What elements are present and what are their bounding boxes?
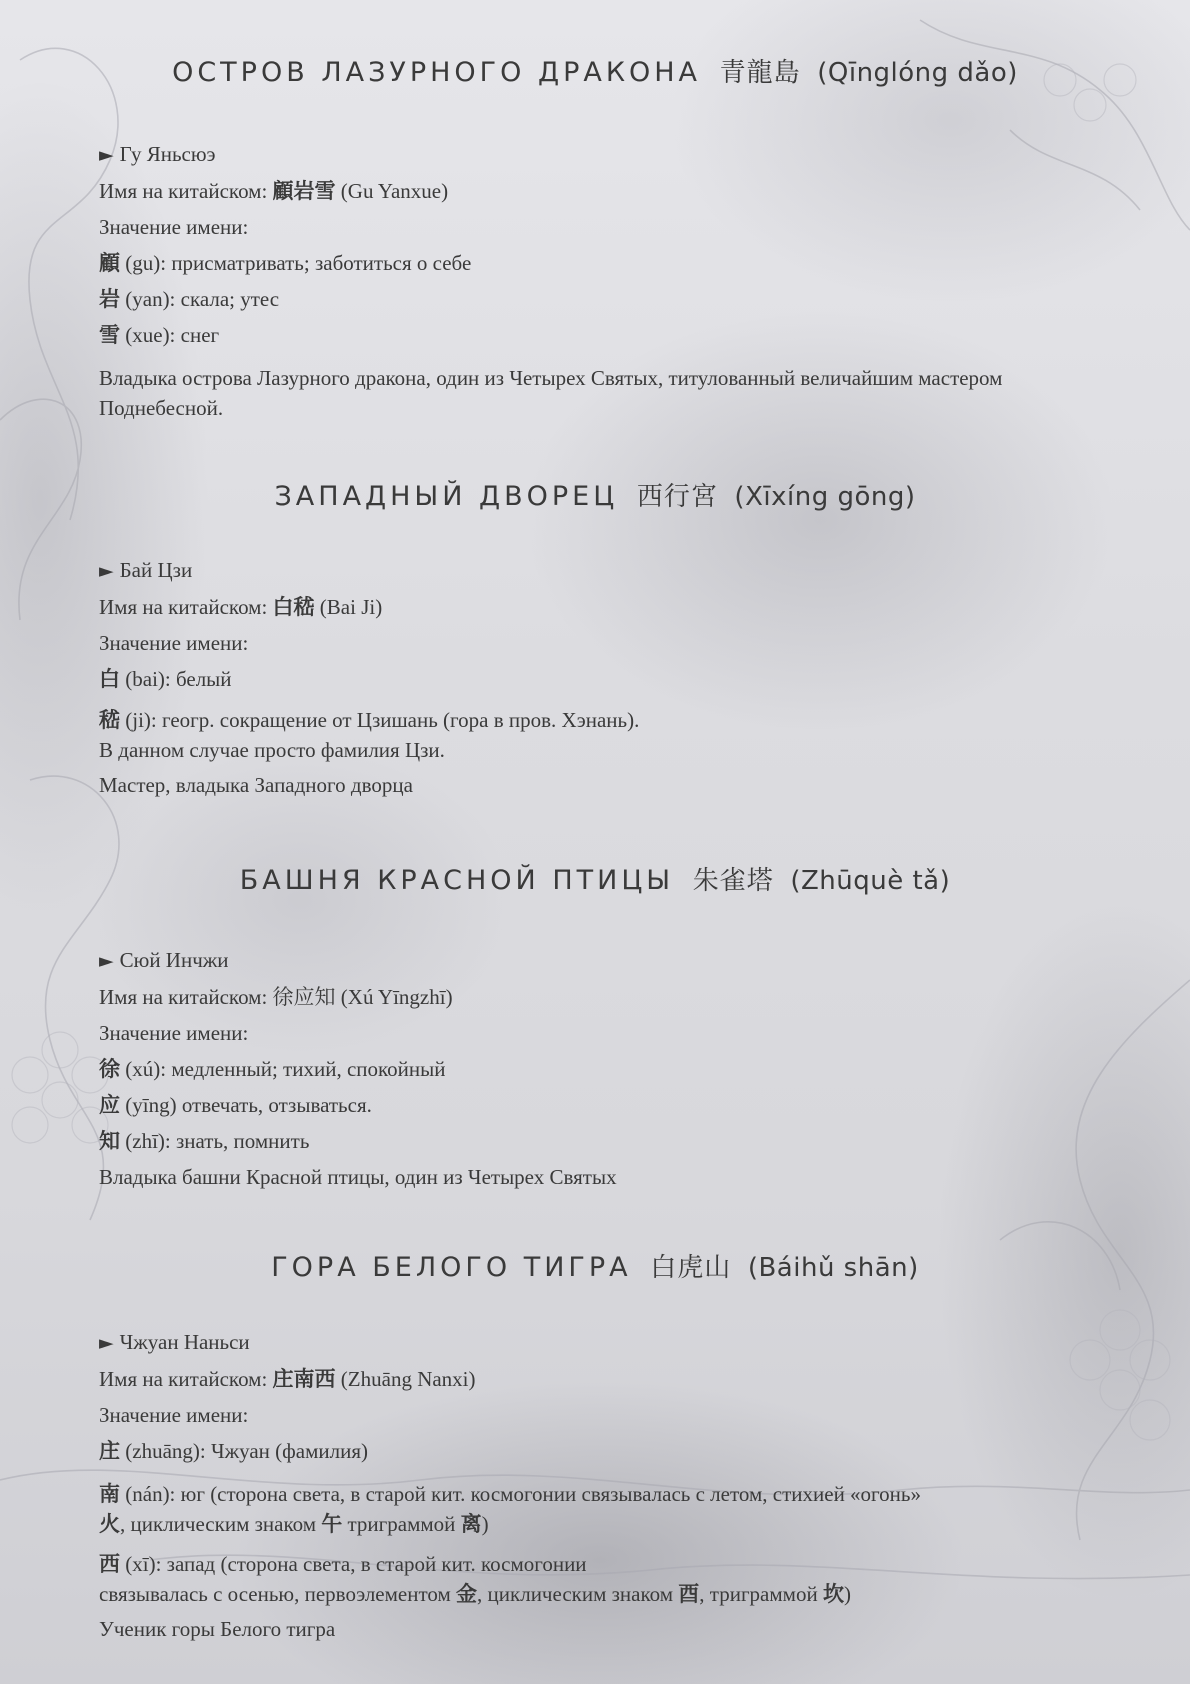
char-meaning: 庄 (zhuāng): Чжуан (фамилия) xyxy=(99,1439,368,1463)
char-meaning-extended: 南 (nán): юг (сторона света, в старой кит. космогонии связывалась с летом, стихией «огонь» 火, циклическим знаком 午 триграммой 离) xyxy=(99,1482,921,1536)
chinese-name-line: Имя на китайском: 顧岩雪 (Gu Yanxue) xyxy=(99,179,449,203)
triangle-bullet-icon: ► xyxy=(99,1332,114,1354)
chinese-name-line: Имя на китайском: 白嵇 (Bai Ji) xyxy=(99,595,383,619)
char-meaning: 知 (zhī): знать, помнить xyxy=(99,1129,310,1153)
char-meaning: 应 (yīng) отвечать, отзываться. xyxy=(99,1093,372,1117)
triangle-bullet-icon: ► xyxy=(99,950,114,972)
character-entry xyxy=(99,136,1099,423)
person-name: ► Сюй Инчжи xyxy=(99,948,229,972)
char-meaning-extended: 西 (xī): запад (сторона света, в старой кит. космогонии связывалась с осенью, первоэлементом 金, циклическим знаком 酉, триграммой 坎) xyxy=(99,1552,851,1606)
meaning-label: Значение имени: xyxy=(99,1021,249,1045)
char-meaning: 雪 (xue): снег xyxy=(99,323,220,347)
section-heading xyxy=(0,860,1190,897)
meaning-label: Значение имени: xyxy=(99,215,249,239)
chinese-name-line: Имя на китайском: 庄南西 (Zhuāng Nanxi) xyxy=(99,1367,476,1391)
character-description: Ученик горы Белого тигра xyxy=(99,1617,336,1641)
character-description: Мастер, владыка Западного дворца xyxy=(99,773,413,797)
character-entry xyxy=(99,942,1099,1195)
character-entry xyxy=(99,552,1099,803)
heading-pinyin: (Zhūquè tǎ) xyxy=(790,866,951,896)
character-entry xyxy=(99,1324,1099,1647)
heading-pinyin: (Xīxíng gōng) xyxy=(734,482,916,512)
heading-title: ЗАПАДНЫЙ ДВОРЕЦ xyxy=(274,481,619,512)
heading-title: БАШНЯ КРАСНОЙ ПТИЦЫ xyxy=(239,865,675,896)
heading-chinese: 朱雀塔 xyxy=(692,866,774,896)
heading-title: ОСТРОВ ЛАЗУРНОГО ДРАКОНА xyxy=(172,57,702,88)
character-description: Владыка башни Красной птицы, один из Четырех Святых xyxy=(99,1165,617,1189)
heading-chinese: 白虎山 xyxy=(650,1253,732,1283)
char-meaning: 顧 (gu): присматривать; заботиться о себе xyxy=(99,251,472,275)
heading-pinyin: (Qīnglóng dǎo) xyxy=(817,58,1018,88)
meaning-label: Значение имени: xyxy=(99,631,249,655)
heading-pinyin: (Báihǔ shān) xyxy=(747,1253,919,1283)
triangle-bullet-icon: ► xyxy=(99,560,114,582)
character-description: Владыка острова Лазурного дракона, один из Четырех Святых, титулованный величайшим мастером Поднебесной. xyxy=(99,366,1003,420)
meaning-label: Значение имени: xyxy=(99,1403,249,1427)
section-heading xyxy=(0,476,1190,513)
triangle-bullet-icon: ► xyxy=(99,144,114,166)
char-meaning: 白 (bai): белый xyxy=(99,667,232,691)
section-heading xyxy=(0,1247,1190,1284)
section-heading xyxy=(0,52,1190,89)
char-meaning: 徐 (xú): медленный; тихий, спокойный xyxy=(99,1057,446,1081)
heading-title: ГОРА БЕЛОГО ТИГРА xyxy=(271,1252,632,1283)
person-name: ► Бай Цзи xyxy=(99,558,193,582)
person-name: ► Гу Яньсюэ xyxy=(99,142,216,166)
person-name: ► Чжуан Наньси xyxy=(99,1330,250,1354)
heading-chinese: 青龍島 xyxy=(719,58,801,88)
char-meaning: 岩 (yan): скала; утес xyxy=(99,287,280,311)
chinese-name-line: Имя на китайском: 徐应知 (Xú Yīngzhī) xyxy=(99,985,453,1009)
heading-chinese: 西行宮 xyxy=(636,482,718,512)
char-meaning-extended: 嵇 (ji): геогр. сокращение от Цзишань (гора в пров. Хэнань). В данном случае просто фамилия Цзи. xyxy=(99,708,640,762)
